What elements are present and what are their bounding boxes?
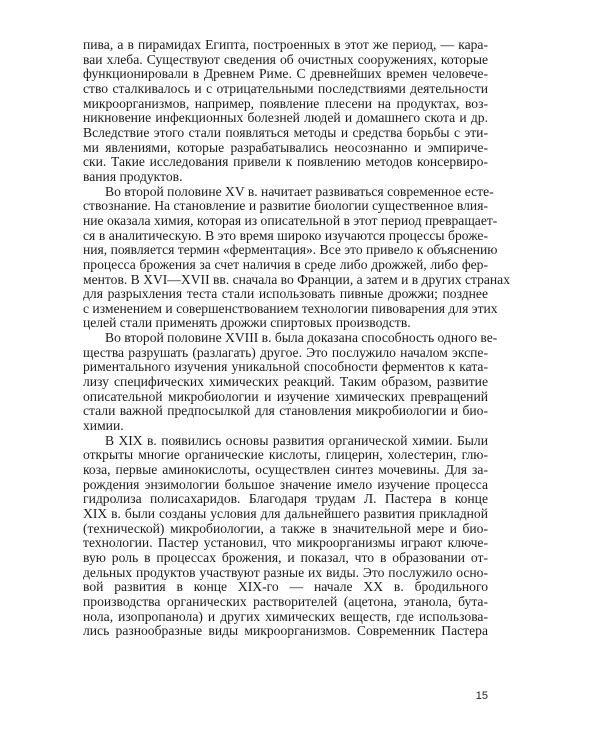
text-line: стали важной предпосылкой для становления микробиологии и био- [83,403,488,419]
text-line: никновение инфекционных болезней людей и домашнего скота и др. [83,110,488,126]
text-line: щества разрушать (разлагать) другое. Это послужило началом экспе- [83,344,488,360]
paragraph [83,330,498,434]
text-line: целей стали применять дрожжи спиртовых производств. [83,315,411,331]
text-line: вую роль в процессах брожения, и показал, что в образовании от- [83,549,488,565]
text-line: лизу специфических химических реакций. Таким образом, развитие [83,374,488,390]
text-line: для разрыхления теста стали использовать пивные дрожжи; позднее [83,286,488,302]
text-line: Во второй половине XV в. начитает развиваться современное есте- [105,183,494,199]
text-line: лись разнообразные виды микроорганизмов. Современник Пастера [83,623,488,639]
page-number: 15 [475,690,488,702]
page-body-text [83,37,511,639]
text-line: ми явлениями, которые разрабатывались неосознанно и эмпириче- [83,139,488,155]
text-line: микроорганизмов, например, появление плесени на продуктах, воз- [83,95,488,111]
text-line: процесса брожения за счет наличия в среде либо дрожжей, либо фер- [83,256,488,272]
paragraph [83,434,488,639]
text-line: ски. Такие исследования привели к появлению методов консервиро- [83,154,488,170]
text-line: риментального изучения уникальной способности ферментов к ката- [83,359,488,375]
text-line: рождения энзимологии большое значение имело изучение процесса [83,476,488,492]
text-line: XIX в. были созданы условия для дальнейшего развития прикладной [83,506,488,521]
text-line: вания продуктов. [83,168,183,184]
paragraph [83,183,511,332]
text-line: гидролиза полисахаридов. Благодаря трудам Л. Пастера в конце [83,491,488,507]
text-line: Во второй половине XVIII в. была доказана способность одного ве- [105,330,498,346]
text-line: ство сталкивалось и с отрицательными последствиями деятельности [83,80,488,96]
text-line: ментов. В XVI—XVII вв. сначала во Франции, а затем и в других странах [83,271,511,287]
text-line: ваи хлеба. Существуют сведения об очистных сооружениях, которые [83,51,488,67]
text-line: функционировали в Древнем Риме. С древнейших времен человече- [83,66,488,82]
text-line: вой развития в конце XIX-го — начале XX в. бродильного [83,579,488,595]
text-line: описательной микробиологии и изучение химических превращений [83,388,488,404]
text-line: Вследствие этого стали появляться методы и средства борьбы с эти- [83,124,488,140]
text-line: В XIX в. появились основы развития органической химии. Были [105,432,488,448]
text-line: ствознание. На становление и развитие биологии существенное влия- [83,198,488,214]
text-line: ся в аналитическую. В это время широко изучаются процессы броже- [83,227,488,243]
text-line: с изменением и совершенствованием технологии пивоварения для этих [83,300,498,316]
text-line: ние оказала химия, которая из описательной в этот период превращает- [83,212,498,228]
text-line: нола, изопропанола) и других химических веществ, где использова- [83,608,488,624]
text-line: открыты многие органические кислоты, глицерин, холестерин, глю- [83,447,488,463]
paragraph [83,38,488,185]
text-line: (технической) микробиологии, а также в значительной мере и био- [83,520,488,536]
text-line: химии. [83,418,124,434]
text-line: дельных продуктов участвуют разные их виды. Это послужило осно- [83,564,488,580]
text-line: коза, первые аминокислоты, осуществлен синтез мочевины. Для за- [83,462,488,478]
text-line: технологии. Пастер установил, что микроорганизмы играют ключе- [83,535,488,551]
text-line: производства органических растворителей (ацетона, этанола, бута- [83,593,488,609]
text-line: пива, а в пирамидах Египта, построенных в этот же период, — кара- [83,37,488,52]
text-line: ния, появляется термин «ферментация». Все это привело к объяснению [83,242,498,258]
